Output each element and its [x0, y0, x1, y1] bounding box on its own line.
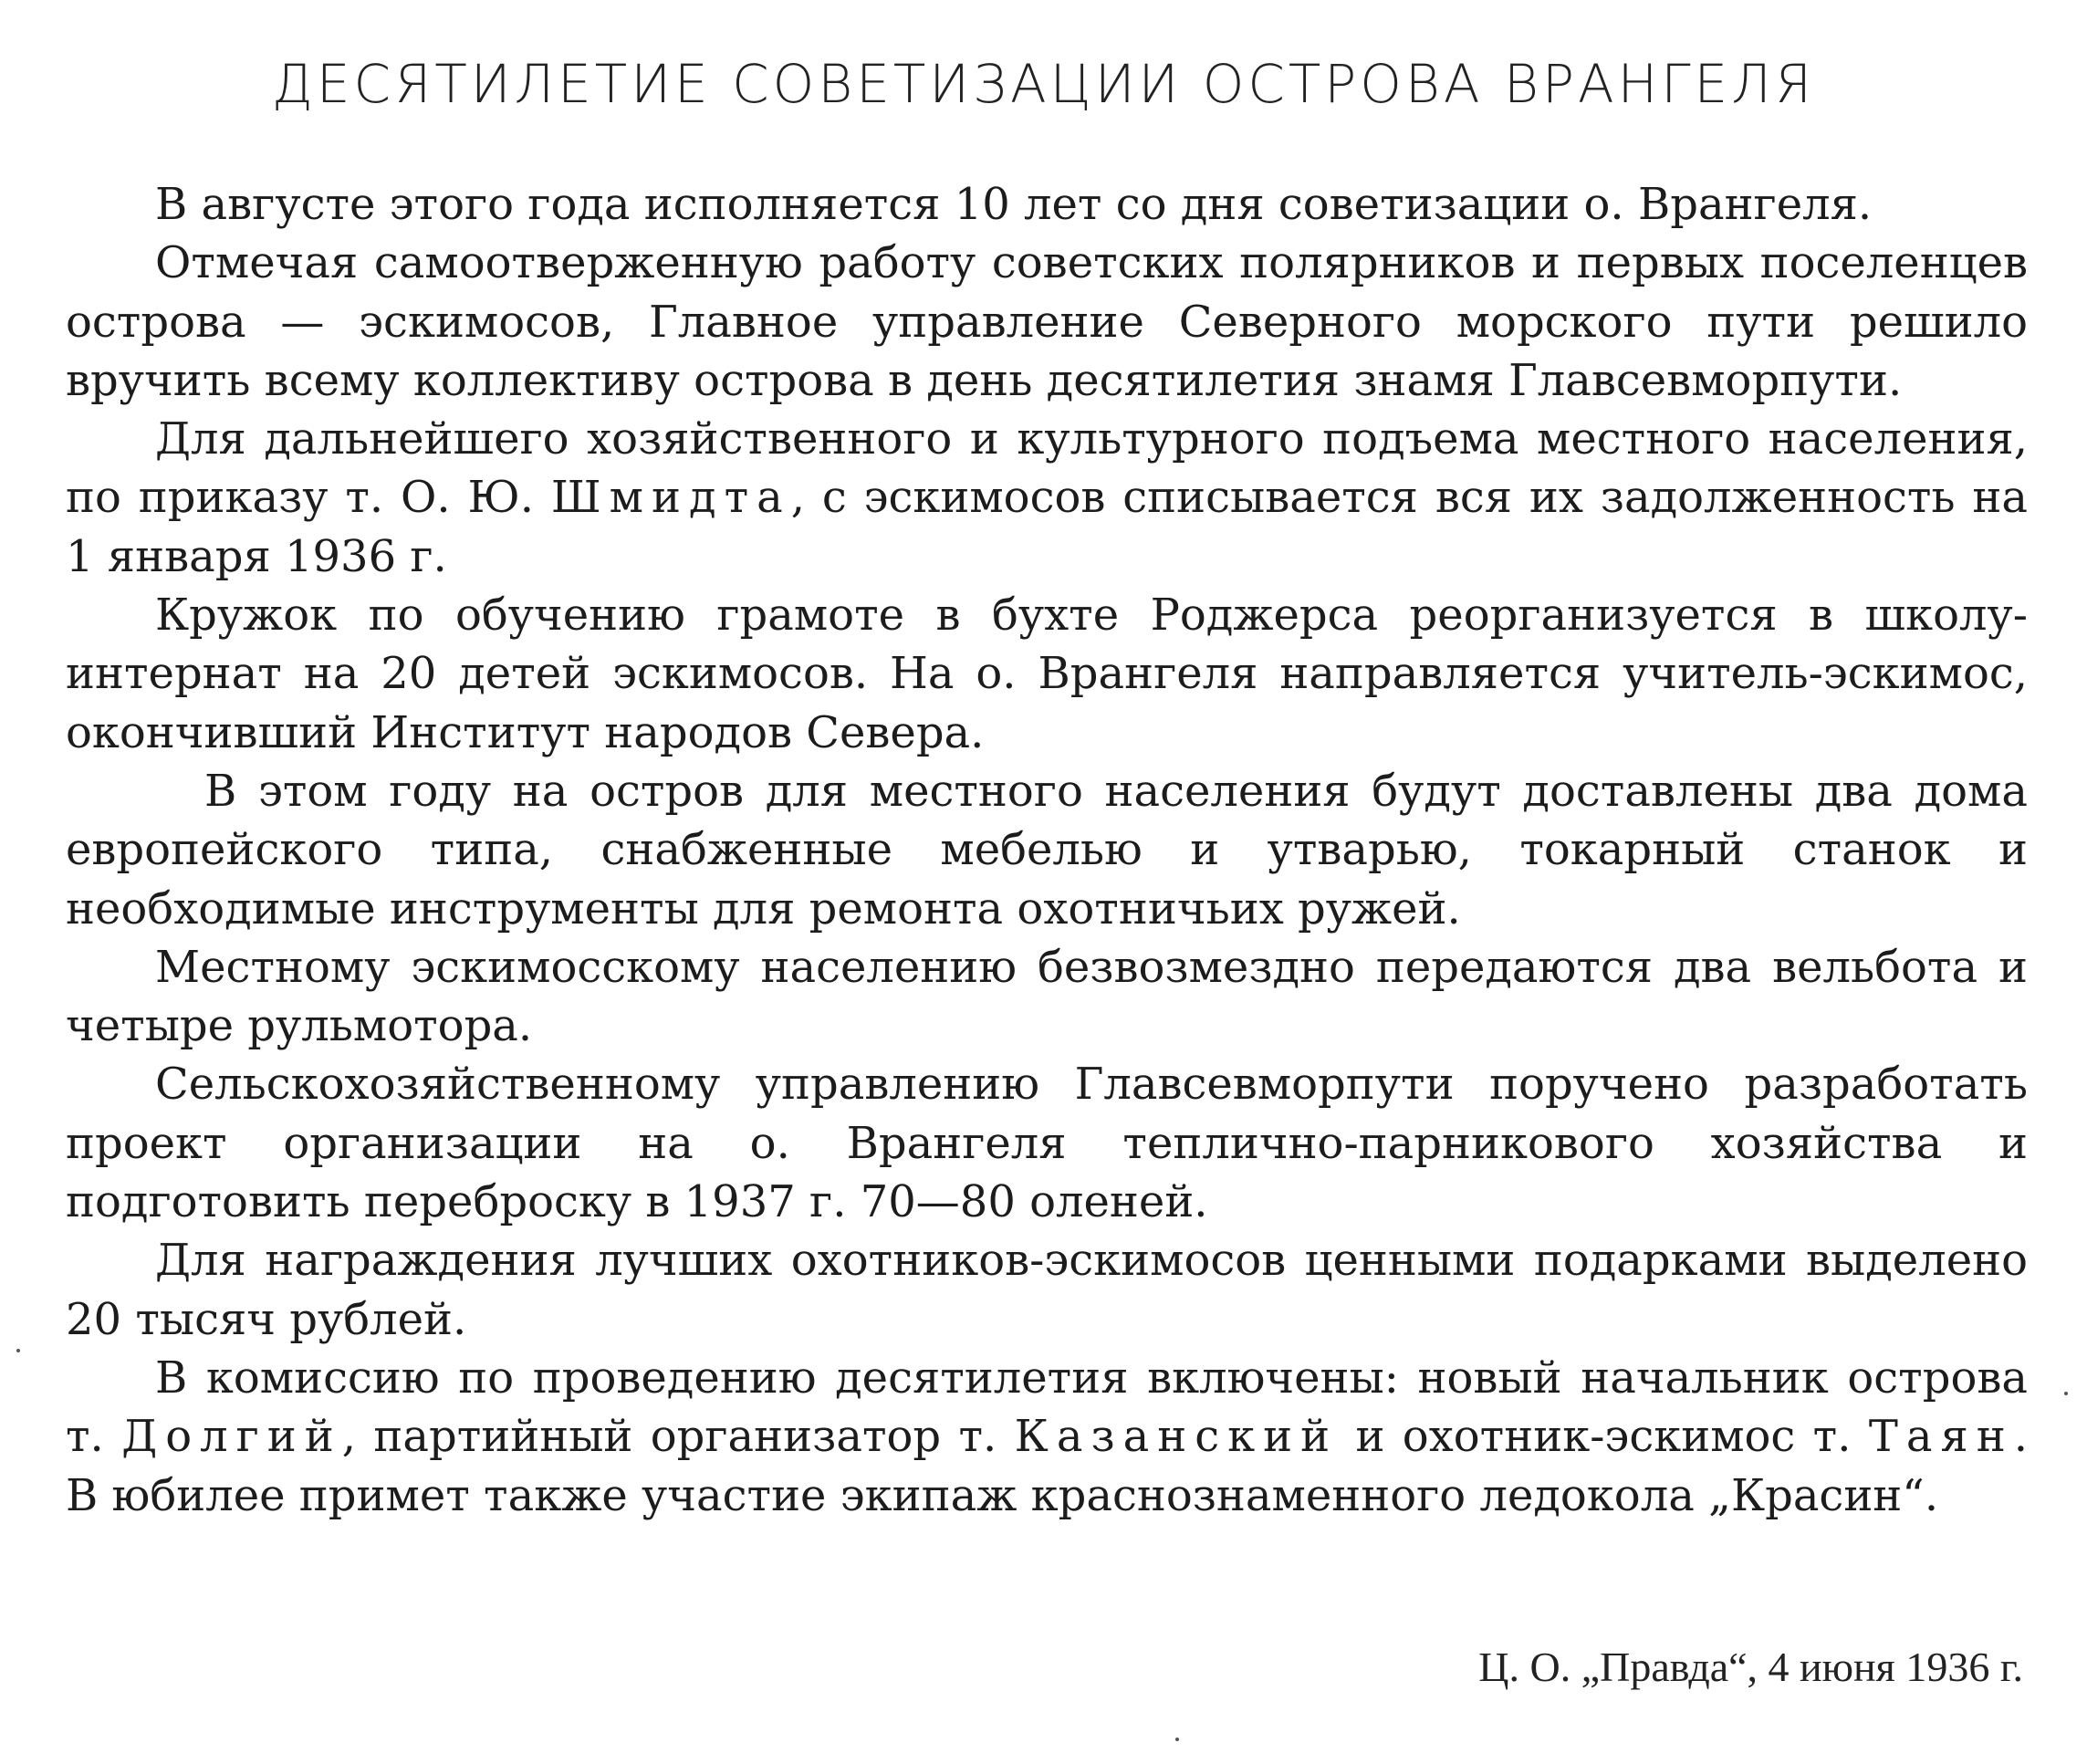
source-citation: Ц. О. „Правда“, 4 июня 1936 г. — [1478, 1644, 2023, 1690]
paragraph-9-text-middle-2: и охотник-эскимос т. — [1338, 1411, 1869, 1463]
document-title: ДЕСЯТИЛЕТИЕ СОВЕТИЗАЦИИ ОСТРОВА ВРАНГЕЛЯ — [271, 53, 1816, 115]
paragraph-3-text-after: , с эскимосов списывается вся их задолженность на 1 января 1936 г. — [66, 472, 2029, 582]
person-name-dolgiy: Долгий — [121, 1411, 342, 1463]
paragraph-8: Для награждения лучших охотников-эскимосов ценными подарками выделено 20 тысяч рублей. — [66, 1235, 2028, 1345]
print-speck — [2064, 1392, 2068, 1395]
person-name-kazanskiy: Казанский — [1014, 1411, 1339, 1463]
paragraph-1: В августе этого года исполняется 10 лет со дня советизации о. Врангеля. — [155, 179, 1873, 230]
paragraph-3 — [66, 410, 2028, 586]
print-speck — [16, 1349, 20, 1352]
paragraph-9-text-middle-1: , партийный организатор т. — [341, 1411, 1015, 1463]
paragraph-7: Сельскохозяйственному управлению Главсевморпути поручено разработать проект организации на о. Врангеля теплично-парникового хозяйства и подготовить переброску в 1937 г. 70—80 оленей. — [66, 1059, 2028, 1228]
person-name-schmidt: Шмидта — [550, 472, 791, 524]
article-body — [66, 175, 2028, 1525]
paragraph-6: Местному эскимосскому населению безвозмездно передаются два вельбота и четыре рульмотора. — [66, 941, 2028, 1052]
paragraph-4: Кружок по обучению грамоте в бухте Роджерса реорганизуется в школу-интернат на 20 детей эскимосов. На о. Врангеля направляется учитель-эскимос, окончивший Институт народов Севера. — [66, 590, 2028, 758]
paragraph-9-text-before: В комиссию по проведению десятилетия включены: новый начальник острова т. — [66, 1352, 2028, 1463]
paragraph-5: В этом году на остров для местного населения будут доставлены два дома европейского типа, снабженные мебелью и утварью, токарный станок и необходимые инструменты для ремонта охотничьих ружей. — [66, 765, 2028, 934]
paragraph-3-text-before: Для дальнейшего хозяйственного и культурного подъема местного населения, по приказу т. О. Ю. — [66, 413, 2028, 524]
person-name-tayan: Таян — [1868, 1411, 2014, 1463]
paragraph-2: Отмечая самоотверженную работу советских полярников и первых поселенцев острова — эскимосов, Главное управление Северного морского пути решило вручить всему коллективу острова в день десятилетия знамя Главсевморпути. — [66, 237, 2028, 406]
paragraph-9-text-after: . В юбилее примет также участие экипаж краснознаменного ледокола „Красин“. — [66, 1411, 2029, 1521]
paragraph-9 — [66, 1349, 2028, 1525]
print-speck — [1175, 1738, 1179, 1741]
